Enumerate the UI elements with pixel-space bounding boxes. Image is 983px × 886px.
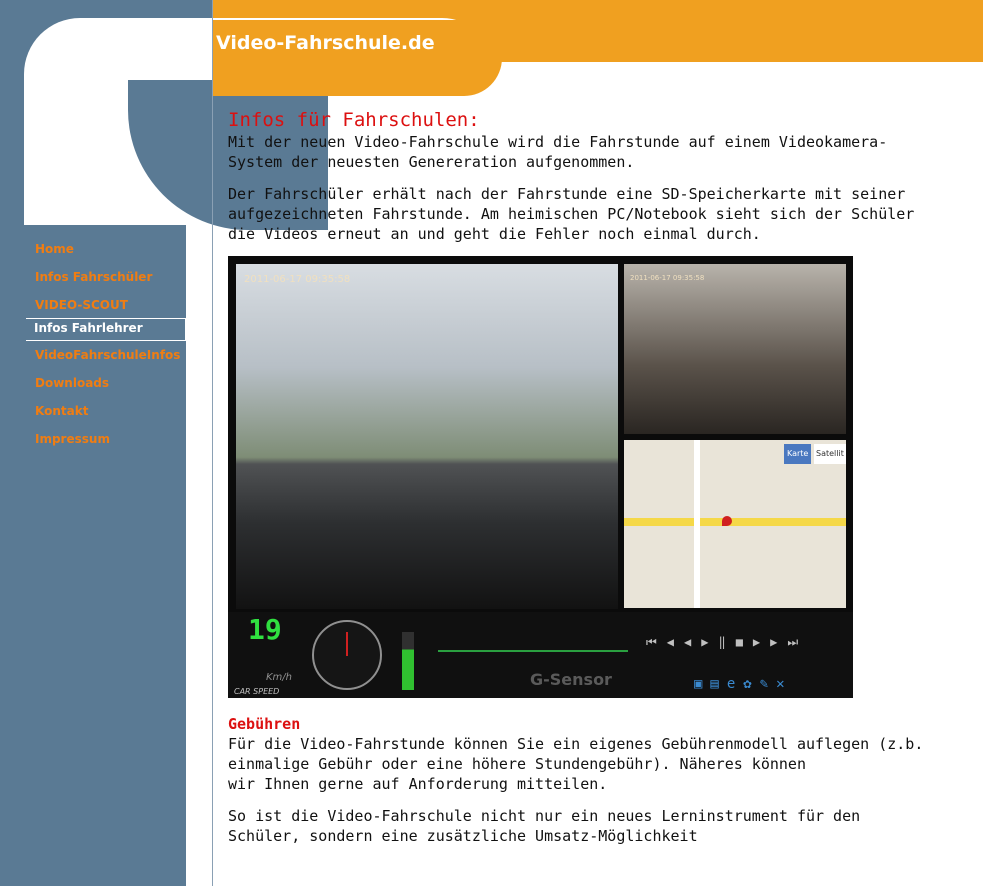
- intro-paragraph: Mit der neuen Video-Fahrschule wird die Fahrstunde auf einem Videokamera-System der neuesten Genereration aufgenommen.: [228, 133, 888, 171]
- divider: [212, 0, 213, 886]
- map-view: [624, 440, 846, 608]
- g-sensor-label: G-Sensor: [530, 670, 612, 689]
- revenue-paragraph: So ist die Video-Fahrschule nicht nur ein neues Lerninstrument für den Schüler, sondern eine zusätzliche Umsatz-Möglichkeit: [228, 807, 861, 845]
- speedometer-dial: [312, 620, 382, 690]
- map-road: [694, 440, 700, 608]
- main-content: [228, 108, 928, 858]
- fees-line-1: Für die Video-Fahrstunde können Sie ein eigenes Gebührenmodell auflegen (z.b. einmalige Gebühr oder eine höhere Stundengebühr). Näheres können: [228, 735, 924, 773]
- player-dashboard: [228, 612, 853, 698]
- nav-item-kontakt[interactable]: Kontakt: [35, 404, 89, 418]
- site-logo[interactable]: Video-Fahrschule.de: [216, 32, 435, 54]
- interior-camera-view: [624, 264, 846, 434]
- nav-item-downloads[interactable]: Downloads: [35, 376, 110, 390]
- fees-line-2: wir Ihnen gerne auf Anforderung mitteilen.: [228, 775, 608, 793]
- nav-item-impressum[interactable]: Impressum: [35, 432, 110, 446]
- map-button-satellit: Satellit: [814, 444, 846, 464]
- speedometer-needle: [346, 632, 348, 656]
- speed-readout: 19: [248, 613, 282, 646]
- nav-item-video-scout[interactable]: VIDEO-SCOUT: [35, 298, 128, 312]
- front-camera-view: [236, 264, 618, 609]
- map-button-karte: Karte: [784, 444, 811, 464]
- nav-item-infos-fahrlehrer[interactable]: Infos Fahrlehrer: [26, 318, 186, 341]
- timeline-bar: [438, 620, 628, 652]
- page-title: Infos für Fahrschulen:: [228, 109, 480, 131]
- playback-controls: ⏮◀◀▶‖■▶▶⏭: [646, 635, 809, 649]
- map-road: [624, 518, 846, 526]
- video-screenshot: [228, 256, 853, 698]
- timestamp-small: 2011-06-17 09:35:58: [630, 274, 705, 282]
- toolbar-icons: ▣▤e✿✎✕: [694, 676, 793, 692]
- location-pin-icon: [722, 516, 732, 526]
- speed-label: CAR SPEED: [234, 687, 280, 696]
- level-meter: [402, 632, 414, 690]
- fees-heading: Gebühren: [228, 715, 301, 733]
- main-nav: [26, 238, 186, 456]
- fees-paragraph: [228, 734, 928, 794]
- speed-unit: Km/h: [266, 672, 293, 683]
- nav-gutter: [186, 225, 212, 886]
- sd-card-paragraph: Der Fahrschüler erhält nach der Fahrstunde eine SD-Speicherkarte mit seiner aufgezeichneten Fahrstunde. Am heimischen PC/Notebook sieht sich der Schüler die Videos erneut an und geht die Fehler noch einmal durch.: [228, 185, 915, 243]
- nav-item-infos-fahrschueler[interactable]: Infos Fahrschüler: [35, 270, 153, 284]
- timestamp-main: 2011-06-17 09:35:58: [244, 274, 351, 285]
- nav-item-videofahrschuleinfos[interactable]: VideoFahrschuleInfos: [35, 348, 181, 362]
- nav-item-home[interactable]: Home: [35, 242, 74, 256]
